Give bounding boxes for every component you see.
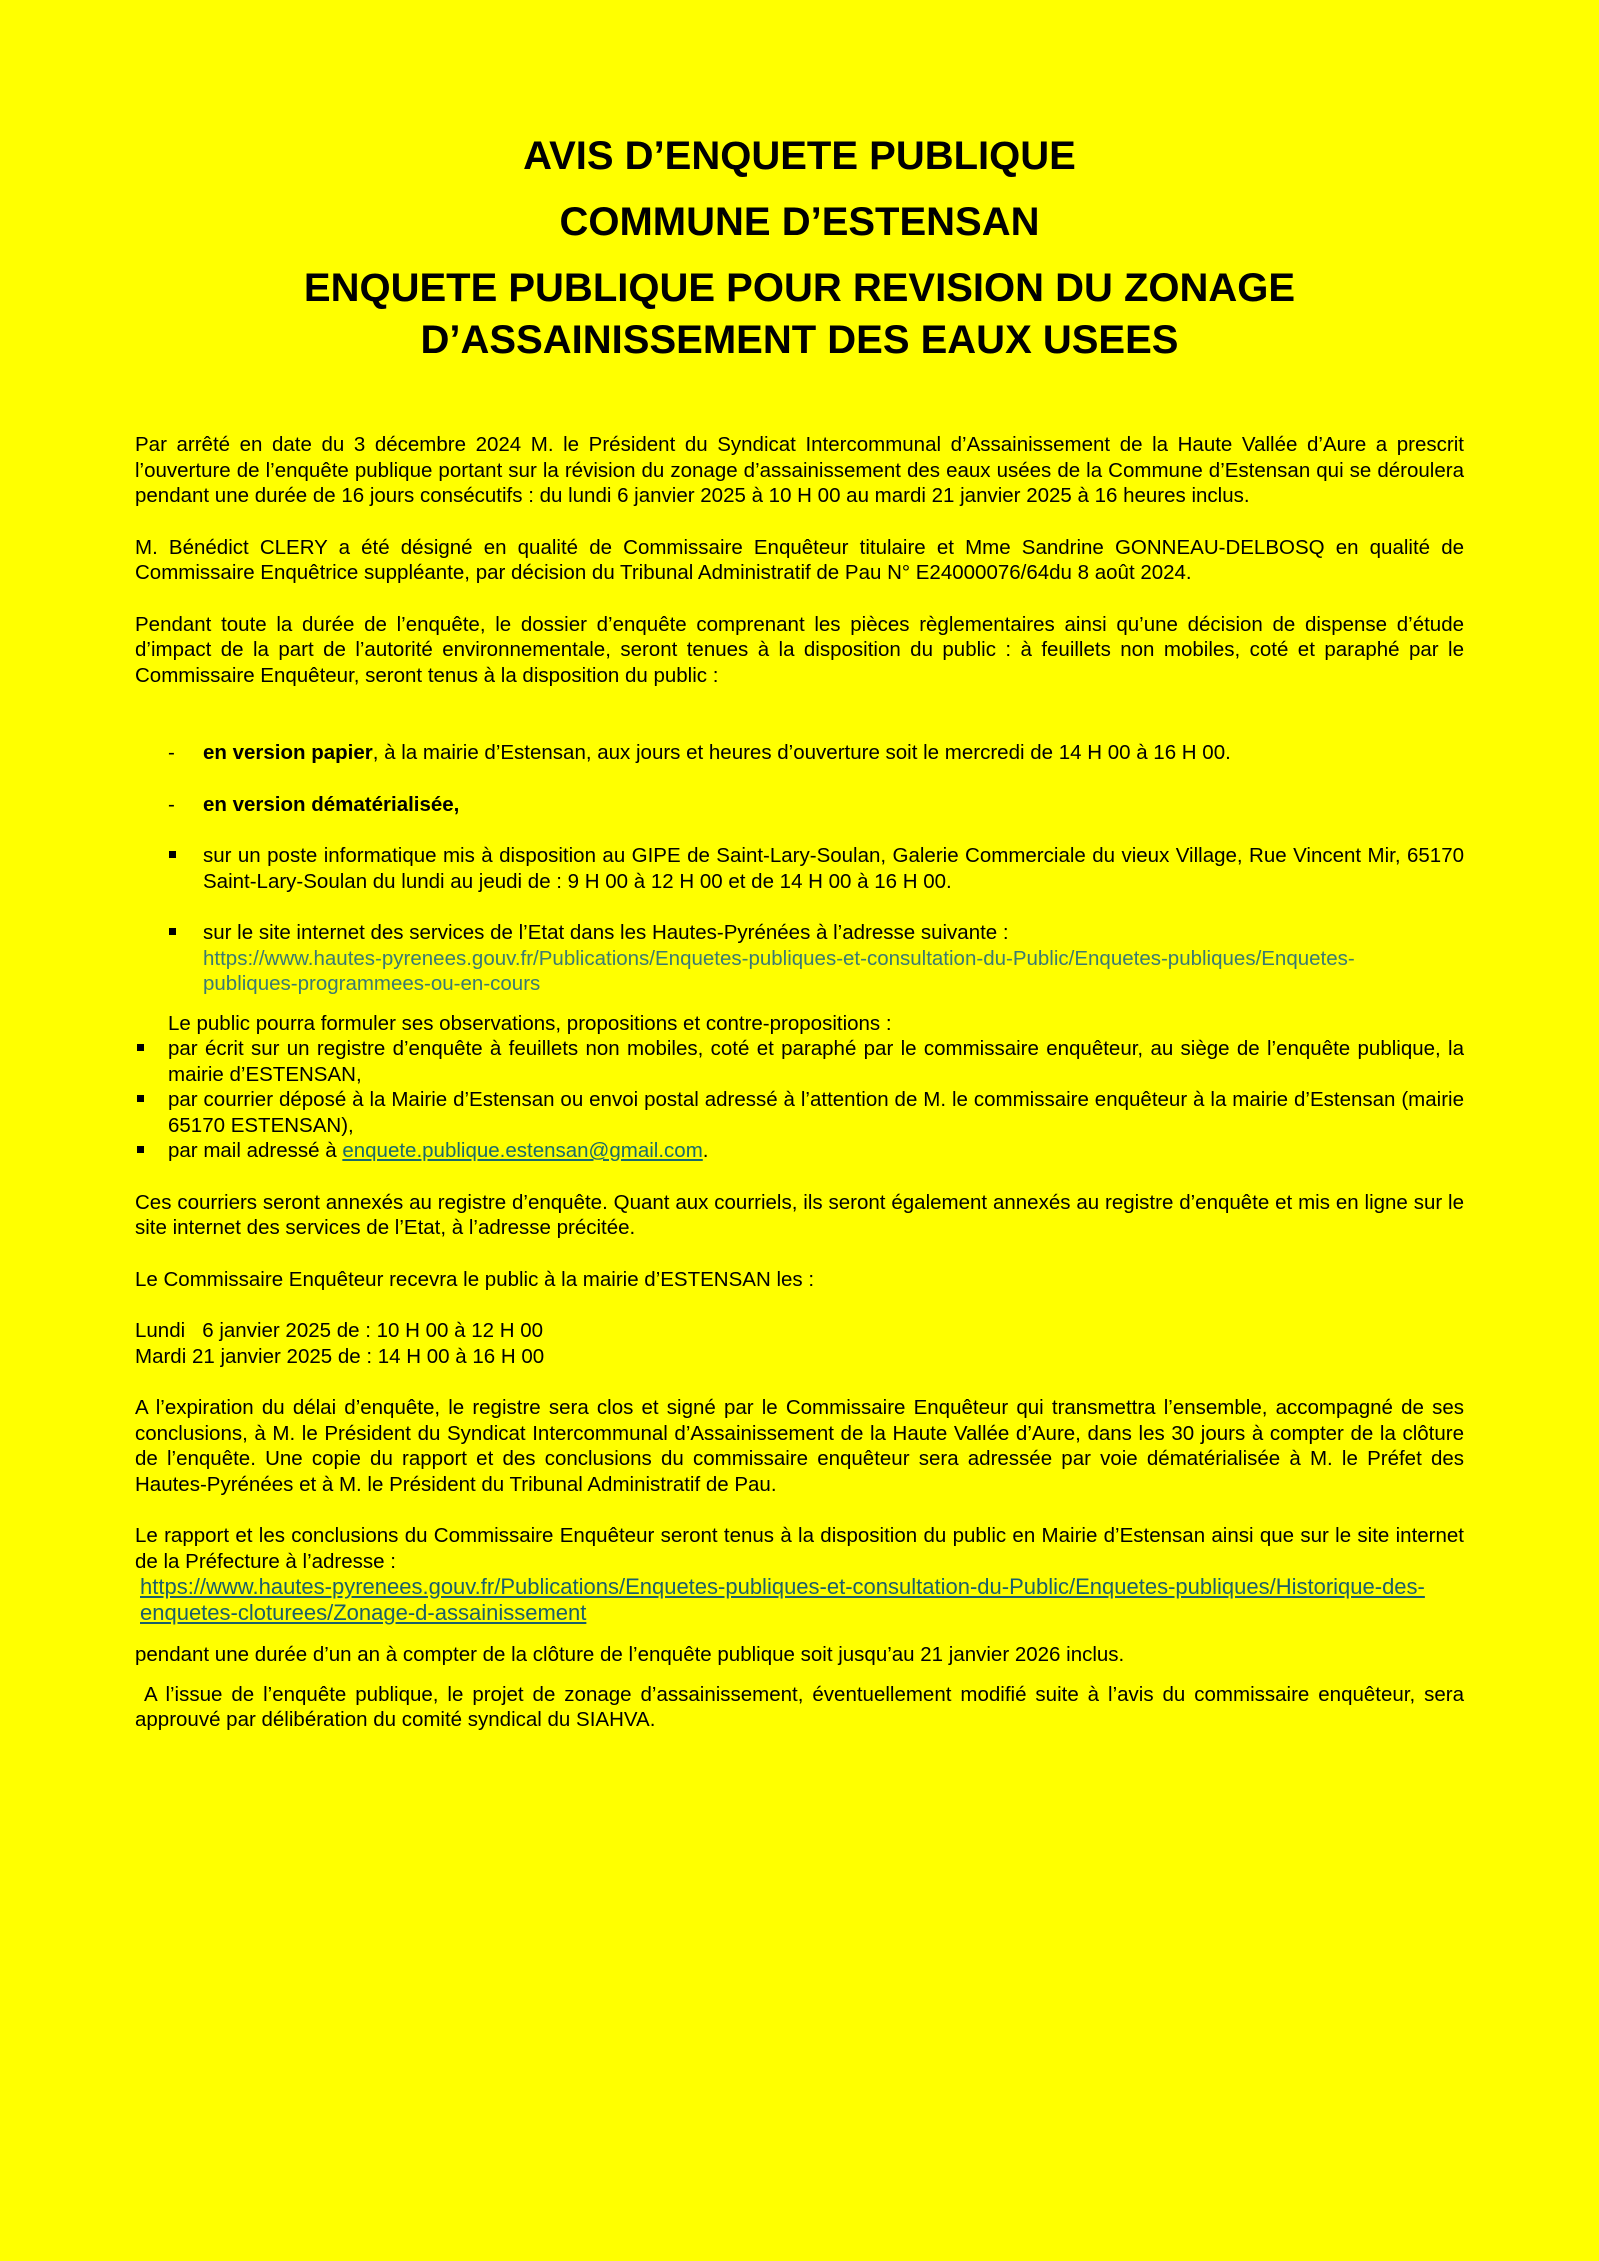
observation-registre-text: par écrit sur un registre d’enquête à feuillets non mobiles, coté et paraphé par le commissaire enquêteur, au siège de l’enquête publique, la mairie d’ESTENSAN, xyxy=(168,1037,1464,1086)
observation-mail-end: . xyxy=(702,1139,709,1162)
dash-marker: - xyxy=(168,741,175,764)
paragraph-duree: pendant une durée d’un an à compter de la clôture de l’enquête publique soit jusqu’au 21 janvier 2026 inclus. xyxy=(135,1643,1125,1666)
site-url-line1: https://www.hautes-pyrenees.gouv.fr/Publications/Enquetes-publiques-et-consultation-du-Public/Enquetes-publiques/Enquetes- xyxy=(203,946,1355,970)
observation-item-courrier xyxy=(135,1087,1464,1138)
rapport-url-line2: enquetes-cloturees/Zonage-d-assainissement xyxy=(140,1600,587,1625)
digital-access-list xyxy=(135,843,1464,997)
version-paper-item xyxy=(135,740,1464,766)
title-commune: COMMUNE D’ESTENSAN xyxy=(559,200,1040,244)
square-bullet-icon xyxy=(169,928,176,935)
digital-poste-item xyxy=(135,843,1464,894)
digital-poste-text: sur un poste informatique mis à disposition au GIPE de Saint-Lary-Soulan, Galerie Commerciale du vieux Village, Rue Vincent Mir, 65170 Saint-Lary-Soulan du lundi au jeudi de : 9 H 00 à 12 H 00 et de 14 H 00 à 16 H 00. xyxy=(203,844,1464,893)
reception-schedule xyxy=(135,1318,1464,1369)
paragraph-expiration: A l’expiration du délai d’enquête, le registre sera clos et signé par le Commissaire Enquêteur qui transmettra l’ensemble, accompagné de ses conclusions, à M. le Président du Syndicat Intercommunal d’Assainissement de la Haute Vallée d’Aure, dans les 30 jours à compter de la clôture de l’enquête. Une copie du rapport et des conclusions du commissaire enquêteur sera adressée par voie dématérialisée à M. le Préfet des Hautes-Pyrénées et à M. le Président du Tribunal Administratif de Pau. xyxy=(135,1396,1464,1496)
rapport-url-link[interactable] xyxy=(135,1574,1464,1626)
digital-site-item xyxy=(135,920,1464,997)
observation-item-mail xyxy=(135,1138,1464,1164)
paragraph-dossier: Pendant toute la durée de l’enquête, le dossier d’enquête comprenant les pièces règlementaires ainsi qu’une décision de dispense d’étude d’impact de la part de l’autorité environnementale, seront tenues à la disposition du public : à feuillets non mobiles, coté et paraphé par le Commissaire Enquêteur, seront tenus à la disposition du public : xyxy=(135,612,1464,687)
versions-list xyxy=(135,740,1464,817)
title-objet xyxy=(135,262,1464,366)
version-digital-item xyxy=(135,792,1464,818)
observations-list xyxy=(135,1036,1464,1164)
observation-mail-text: par mail adressé à xyxy=(168,1139,343,1162)
site-url-line2: publiques-programmees-ou-en-cours xyxy=(203,972,541,995)
title-avis: AVIS D’ENQUETE PUBLIQUE xyxy=(523,134,1076,178)
title-objet-line1: ENQUETE PUBLIQUE POUR REVISION DU ZONAGE xyxy=(303,266,1296,310)
title-objet-line2: D’ASSAINISSEMENT DES EAUX USEES xyxy=(420,318,1179,362)
reception-day2: Mardi 21 janvier 2025 de : 14 H 00 à 16 H 00 xyxy=(135,1344,545,1368)
site-url-link[interactable] xyxy=(203,947,1355,996)
square-bullet-icon xyxy=(137,1044,144,1051)
version-paper-text: , à la mairie d’Estensan, aux jours et heures d’ouverture soit le mercredi de 14 H 00 à 16 H 00. xyxy=(372,741,1231,764)
paragraph-final: A l’issue de l’enquête publique, le projet de zonage d’assainissement, éventuellement modifié suite à l’avis du commissaire enquêteur, sera approuvé par délibération du comité syndical du SIAHVA. xyxy=(135,1682,1470,1731)
version-digital-label: en version dématérialisée, xyxy=(203,792,460,816)
paragraph-intro: Par arrêté en date du 3 décembre 2024 M. le Président du Syndicat Intercommunal d’Assainissement de la Haute Vallée d’Aure a prescrit l’ouverture de l’enquête publique portant sur la révision du zonage d’assainissement des eaux usées de la Commune d’Estensan qui se déroulera pendant une durée de 16 jours consécutifs : du lundi 6 janvier 2025 à 10 H 00 au mardi 21 janvier 2025 à 16 heures inclus. xyxy=(135,433,1464,507)
reception-day1: Lundi 6 janvier 2025 de : 10 H 00 à 12 H 00 xyxy=(135,1319,544,1342)
observations-lead: Le public pourra formuler ses observations, propositions et contre-propositions : xyxy=(168,1011,892,1035)
square-bullet-icon xyxy=(169,851,176,858)
version-paper-label: en version papier xyxy=(203,741,373,764)
observation-item-registre xyxy=(135,1036,1464,1087)
paragraph-rapport: Le rapport et les conclusions du Commissaire Enquêteur seront tenus à la disposition du public en Mairie d’Estensan ainsi que sur le site internet de la Préfecture à l’adresse : xyxy=(135,1524,1464,1573)
notice-body xyxy=(135,432,1470,1733)
dash-marker: - xyxy=(168,792,175,816)
square-bullet-icon xyxy=(137,1095,144,1102)
reception-lead: Le Commissaire Enquêteur recevra le public à la mairie d’ESTENSAN les : xyxy=(135,1267,815,1291)
email-link[interactable]: enquete.publique.estensan@gmail.com xyxy=(342,1139,703,1162)
paragraph-courriers: Ces courriers seront annexés au registre d’enquête. Quant aux courriels, ils seront également annexés au registre d’enquête et mis en ligne sur le site internet des services de l’Etat, à l’adresse précitée. xyxy=(135,1190,1464,1239)
observation-courrier-text: par courrier déposé à la Mairie d’Estensan ou envoi postal adressé à l’attention de M. le commissaire enquêteur à la mairie d’Estensan (mairie 65170 ESTENSAN), xyxy=(168,1088,1464,1137)
paragraph-commissaire: M. Bénédict CLERY a été désigné en qualité de Commissaire Enquêteur titulaire et Mme Sandrine GONNEAU-DELBOSQ en qualité de Commissaire Enquêtrice suppléante, par décision du Tribunal Administratif de Pau N° E24000076/64du 8 août 2024. xyxy=(135,535,1464,584)
rapport-url-line1: https://www.hautes-pyrenees.gouv.fr/Publications/Enquetes-publiques-et-consultation-du-Public/Enquetes-publiques/Historique-des- xyxy=(140,1574,1425,1599)
square-bullet-icon xyxy=(137,1146,144,1153)
digital-site-text: sur le site internet des services de l’Etat dans les Hautes-Pyrénées à l’adresse suivante : xyxy=(203,921,1009,944)
